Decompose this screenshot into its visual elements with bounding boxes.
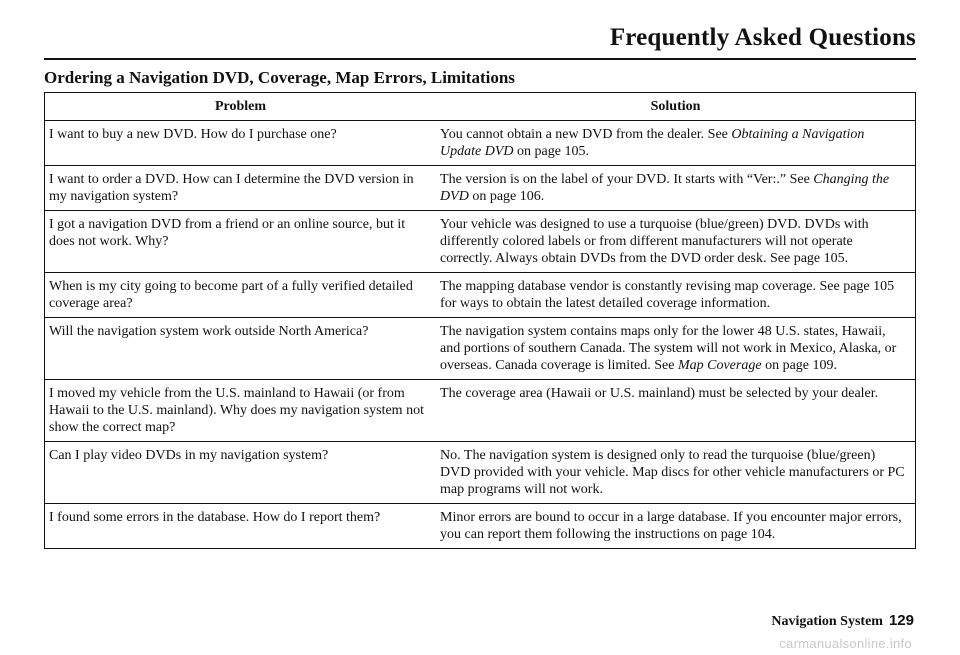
table-row: [45, 121, 916, 166]
table-row: [45, 380, 916, 442]
solution-cell: [436, 442, 915, 504]
table-row: [45, 273, 916, 318]
table-header-row: [45, 93, 916, 121]
solution-text: You cannot obtain a new DVD from the dealer. See: [440, 127, 732, 142]
section-title: Ordering a Navigation DVD, Coverage, Map Errors, Limitations: [44, 68, 515, 87]
column-header-solution: Solution: [436, 93, 915, 121]
cross-reference-title: Map Coverage: [677, 358, 762, 373]
problem-cell: I got a navigation DVD from a friend or an online source, but it does not work. Why?: [45, 211, 437, 273]
page-title: Frequently Asked Questions: [609, 24, 916, 51]
table-row: [45, 318, 916, 380]
header-rule: [44, 58, 916, 60]
table-row: [45, 442, 916, 504]
solution-text: The coverage area (Hawaii or U.S. mainland) must be selected by your dealer.: [440, 386, 879, 401]
problem-cell: I found some errors in the database. How do I report them?: [45, 504, 437, 549]
solution-cell: [436, 121, 915, 166]
solution-text: on page 105.: [513, 144, 589, 159]
solution-text: The mapping database vendor is constantly revising map coverage. See page 105 for ways to obtain the latest detailed coverage information.: [440, 279, 895, 311]
column-header-problem: Problem: [45, 93, 437, 121]
solution-text: Minor errors are bound to occur in a large database. If you encounter major errors, you can report them following the instructions on page 104.: [440, 510, 902, 542]
problem-cell: I want to buy a new DVD. How do I purchase one?: [45, 121, 437, 166]
solution-text: Your vehicle was designed to use a turquoise (blue/green) DVD. DVDs with differently colored labels or from different manufacturers will not operate correctly. Always obtain DVDs from the DVD order desk. See page 105.: [440, 217, 869, 266]
solution-text: No. The navigation system is designed only to read the turquoise (blue/green) DVD provided with your vehicle. Map discs for other vehicle manufacturers or PC map programs will not work.: [440, 448, 905, 497]
problem-cell: Will the navigation system work outside North America?: [45, 318, 437, 380]
problem-cell: I want to order a DVD. How can I determine the DVD version in my navigation system?: [45, 166, 437, 211]
solution-cell: [436, 211, 915, 273]
problem-cell: When is my city going to become part of a fully verified detailed coverage area?: [45, 273, 437, 318]
watermark: carmanualsonline.info: [779, 636, 912, 651]
solution-text: on page 109.: [761, 358, 837, 373]
solution-cell: [436, 166, 915, 211]
faq-table-body: [45, 121, 916, 549]
cross-reference-title: Changing the DVD: [440, 172, 890, 204]
table-row: [45, 211, 916, 273]
faq-table: [44, 92, 916, 549]
cross-reference-title: Obtaining a Navigation Update DVD: [440, 127, 865, 159]
solution-cell: [436, 504, 915, 549]
solution-cell: [436, 318, 915, 380]
problem-cell: I moved my vehicle from the U.S. mainland to Hawaii (or from Hawaii to the U.S. mainland). Why does my navigation system not show the correct map?: [45, 380, 437, 442]
footer-label: Navigation System: [771, 614, 883, 629]
solution-text: on page 106.: [468, 189, 545, 204]
table-row: [45, 504, 916, 549]
solution-text: The navigation system contains maps only for the lower 48 U.S. states, Hawaii, and portions of southern Canada. The system will not work in Mexico, Alaska, or overseas. Canada coverage is limited. See: [440, 324, 897, 373]
page-footer: [771, 612, 914, 630]
solution-text: The version is on the label of your DVD. It starts with “Ver:.” See: [440, 172, 814, 187]
page-number: 129: [888, 612, 914, 629]
solution-cell: [436, 273, 915, 318]
problem-cell: Can I play video DVDs in my navigation system?: [45, 442, 437, 504]
table-row: [45, 166, 916, 211]
solution-cell: [436, 380, 915, 442]
